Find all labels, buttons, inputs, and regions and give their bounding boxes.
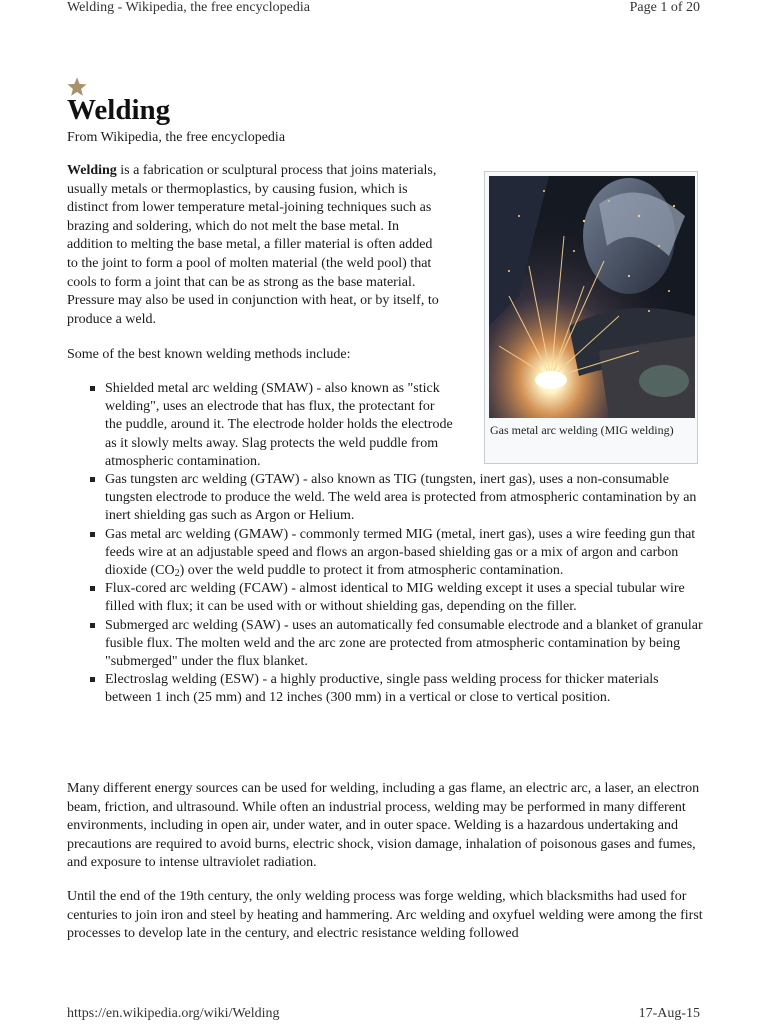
intro-bold-term: Welding [67, 163, 117, 178]
intro-paragraph [67, 162, 442, 329]
list-item-esw: Electroslag welding (ESW) - a highly productive, single pass welding process for thicker materials between 1 inch (25 mm) and 12 inches (300 mm) in a vertical or close to vertical position. [67, 671, 707, 707]
body-paragraph-energy-sources: Many different energy sources can be used for welding, including a gas flame, an electric arc, a laser, an electron beam, friction, and ultrasound. While often an industrial process, welding may be performed in many different environments, including in open air, under water, and in outer space. Welding is a hazardous undertaking and precautions are required to avoid burns, electric shock, vision damage, inhalation of poisonous gases and fumes, and exposure to intense ultraviolet radiation. [67, 781, 700, 871]
figure-box [484, 171, 698, 464]
methods-intro: Some of the best known welding methods include: [67, 347, 351, 362]
gmaw-text-end: ) over the weld puddle to protect it from atmospheric contamination. [179, 563, 564, 579]
intro-text: is a fabrication or sculptural process that joins materials, usually metals or thermoplastics, by causing fusion, which is distinct from lower temperature metal-joining techniques such as brazing and soldering, which do not melt the base metal. In addition to melting the base metal, a filler material is often added to the joint to form a pool of molten material (the weld pool) that cools to form a joint that can be as strong as the base material. Pressure may also be used in conjunction with heat, or by itself, to produce a weld. [67, 163, 439, 327]
list-item-gmaw [67, 526, 707, 581]
gmaw-text-start: Gas metal arc welding (GMAW) - commonly termed MIG (metal, inert gas), uses a wire feeding gun that feeds wire at an adjustable speed and flows an argon-based shielding gas or a mix of argon and carbon dioxide (CO [105, 526, 696, 579]
list-item-gtaw: Gas tungsten arc welding (GTAW) - also known as TIG (tungsten, inert gas), uses a non-consumable tungsten electrode to produce the weld. The weld area is protected from atmospheric contamination by an inert shielding gas such as Argon or Helium. [67, 471, 707, 526]
list-item-fcaw: Flux-cored arc welding (FCAW) - almost identical to MIG welding except it uses a special tubular wire filled with flux; it can be used with or without shielding gas, depending on the filler. [67, 580, 707, 616]
article-subtitle: From Wikipedia, the free encyclopedia [67, 130, 286, 145]
article-title: Welding [67, 94, 171, 126]
figure-caption: Gas metal arc welding (MIG welding) [490, 423, 674, 437]
body-paragraph-history: Until the end of the 19th century, the only welding process was forge welding, which blacksmiths had used for centuries to join iron and steel by heating and hammering. Arc welding and oxyfuel welding were among the first processes to develop late in the century, and electric resistance welding followed [67, 889, 703, 942]
welding-photo [489, 176, 695, 418]
document-header-title: Welding - Wikipedia, the free encyclopedia [67, 0, 310, 15]
list-item-smaw: Shielded metal arc welding (SMAW) - also known as "stick welding", uses an electrode that has flux, the protectant for the puddle, around it. The electrode holder holds the electrode as it slowly melts away. Slag protects the weld puddle from atmospheric contamination. [67, 380, 455, 471]
co2-subscript: 2 [174, 568, 180, 580]
list-item-saw: Submerged arc welding (SAW) - uses an automatically fed consumable electrode and a blanket of granular fusible flux. The molten weld and the arc zone are protected from atmospheric contamination by being "submerged" under the flux blanket. [67, 617, 707, 672]
page-indicator: Page 1 of 20 [629, 0, 700, 15]
source-url: https://en.wikipedia.org/wiki/Welding [67, 1006, 280, 1021]
print-date: 17-Aug-15 [638, 1006, 700, 1021]
